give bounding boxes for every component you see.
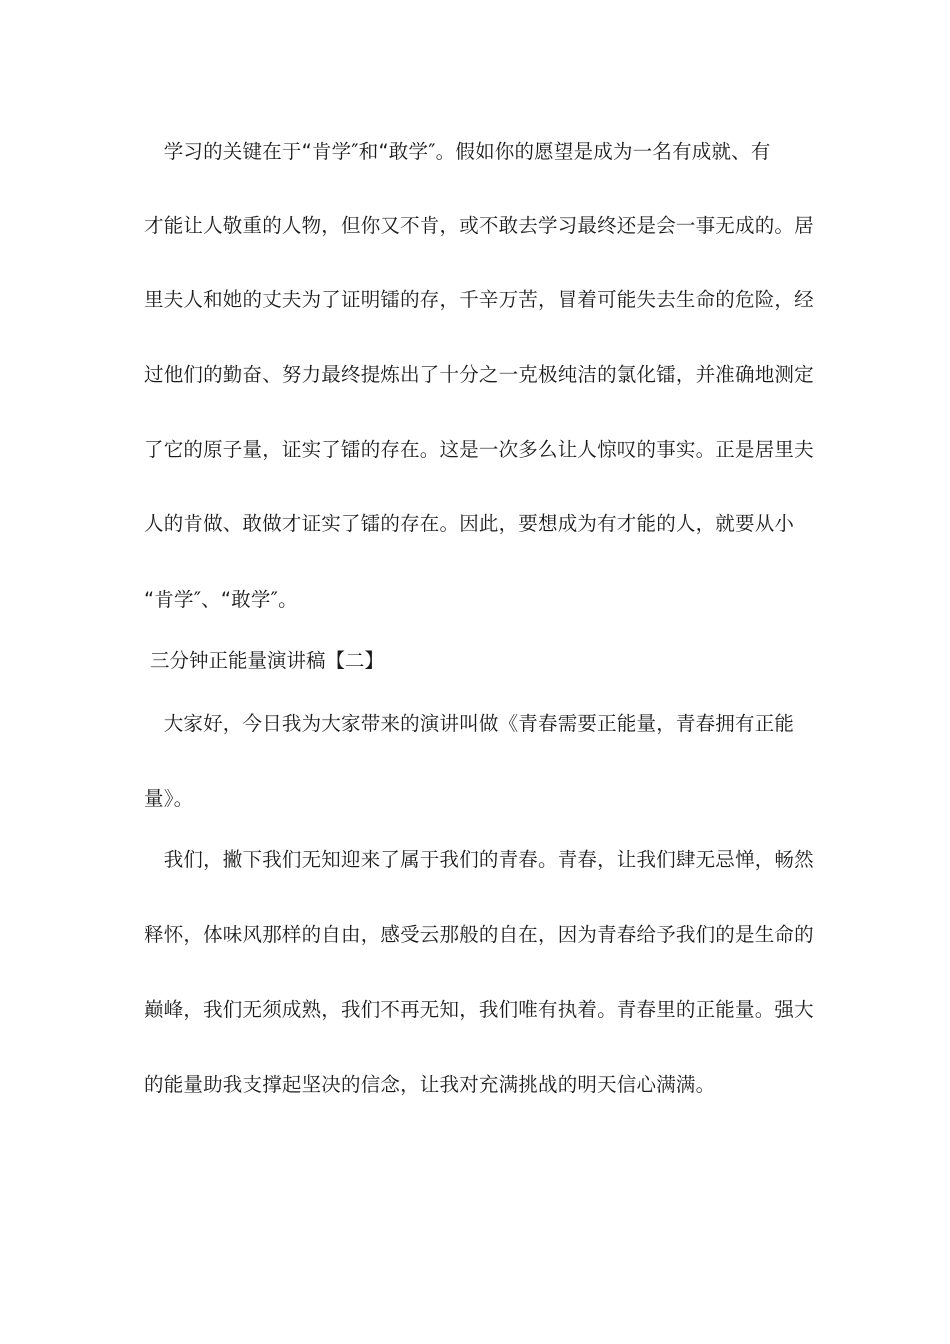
paragraph-3-line-4: 的能量助我支撑起坚决的信念，让我对充满挑战的明天信心满满。 — [144, 1073, 716, 1096]
paragraph-1-line-5: 了它的原子量，证实了镭的存在。这是一次多么让人惊叹的事实。正是居里夫 — [144, 438, 814, 461]
paragraph-2-line-1: 大家好，今日我为大家带来的演讲叫做《青春需要正能量，青春拥有正能 — [144, 712, 795, 735]
paragraph-1-line-2: 才能让人敬重的人物，但你又不肯，或不敢去学习最终还是会一事无成的。居 — [144, 214, 814, 237]
paragraph-1-line-3: 里夫人和她的丈夫为了证明镭的存，千辛万苦，冒着可能失去生命的危险，经 — [144, 288, 814, 311]
paragraph-3-line-3: 巅峰，我们无须成熟，我们不再无知，我们唯有执着。青春里的正能量。强大 — [144, 998, 814, 1021]
section-heading: 三分钟正能量演讲稿【二】 — [150, 649, 385, 672]
paragraph-1-line-6: 人的肯做、敢做才证实了镭的存在。因此，要想成为有才能的人，就要从小 — [144, 512, 795, 535]
paragraph-1-line-4: 过他们的勤奋、努力最终提炼出了十分之一克极纯洁的氯化镭，并准确地测定 — [144, 363, 814, 386]
paragraph-2-line-2: 量》。 — [144, 787, 194, 810]
paragraph-1-line-1: 学习的关键在于“肯学″和“敢学″。假如你的愿望是成为一名有成就、有 — [144, 140, 771, 163]
paragraph-3-line-1: 我们，撇下我们无知迎来了属于我们的青春。青春，让我们肆无忌惮，畅然 — [144, 848, 814, 871]
paragraph-3-line-2: 释怀，体味风那样的自由，感受云那般的自在，因为青春给予我们的是生命的 — [144, 923, 814, 946]
paragraph-1-line-7: “肯学″、“敢学″。 — [144, 588, 298, 611]
